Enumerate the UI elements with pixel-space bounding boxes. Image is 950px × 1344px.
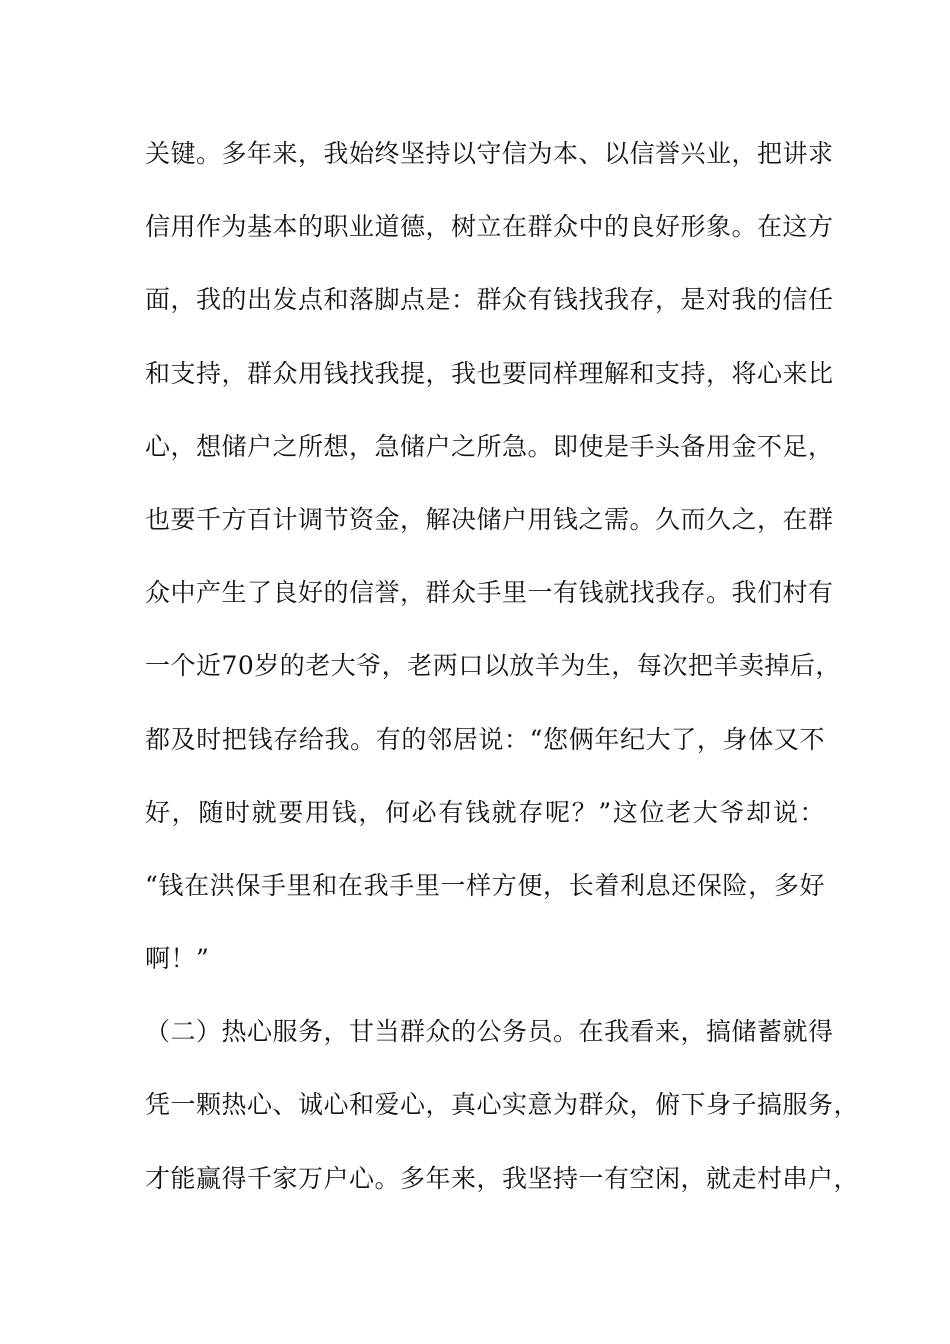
text-line-2: 信用作为基本的职业道德，树立在群众中的良好形象。在这方 [145,212,834,242]
text-line-11: “钱在洪保手里和在我手里一样方便，长着利息还保险，多好 [145,870,825,900]
text-line-15: 才能赢得千家万户心。多年来，我坚持一有空闲，就走村串户， [145,1163,860,1193]
text-line-14: 凭一颗热心、诚心和爱心，真心实意为群众，俯下身子搞服务， [145,1090,860,1120]
text-line-13: （二）热心服务，甘当群众的公务员。在我看来，搞储蓄就得 [145,1017,834,1047]
text-line-5: 心，想储户之所想，急储户之所急。即使是手头备用金不足， [145,431,834,461]
text-line-10: 好，随时就要用钱，何必有钱就存呢？”这位老大爷却说： [145,797,825,827]
text-line-1: 关键。多年来，我始终坚持以守信为本、以信誉兴业，把讲求 [145,139,834,168]
text-line-7: 众中产生了良好的信誉，群众手里一有钱就找我存。我们村有 [145,578,834,608]
text-line-12: 啊！” [145,944,210,974]
document-body [145,132,860,1230]
text-line-9: 都及时把钱存给我。有的邻居说：“您俩年纪大了，身体又不 [145,724,825,754]
text-line-4: 和支持，群众用钱找我提，我也要同样理解和支持，将心来比 [145,358,834,388]
text-line-8: 一个近70岁的老大爷，老两口以放羊为生，每次把羊卖掉后， [145,651,841,681]
text-line-6: 也要千方百计调节资金，解决储户用钱之需。久而久之，在群 [145,504,834,534]
text-line-3: 面，我的出发点和落脚点是：群众有钱找我存，是对我的信任 [145,285,834,315]
